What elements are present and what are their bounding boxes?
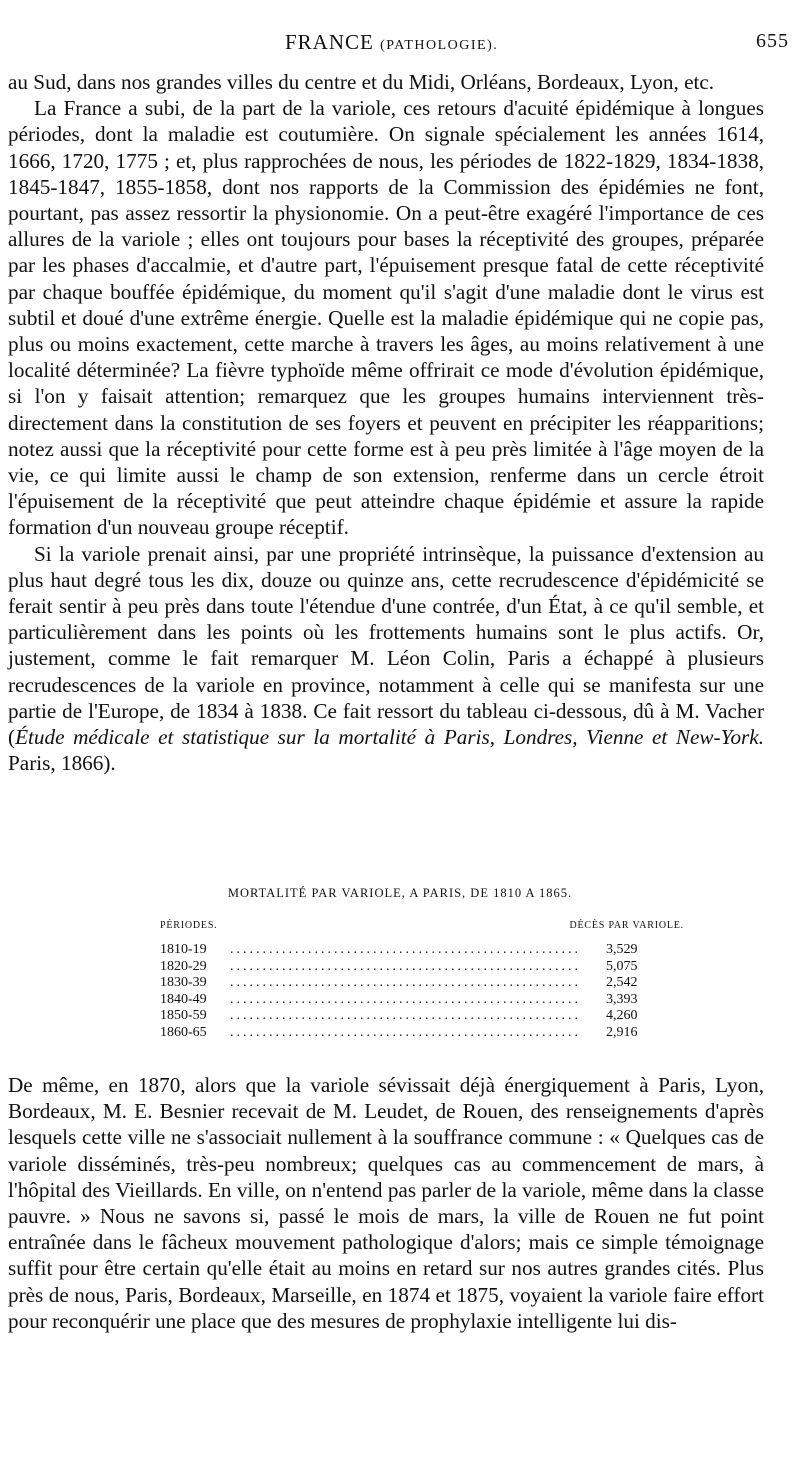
paragraph-continuation: au Sud, dans nos grandes villes du centre et du Midi, Orléans, Bordeaux, Lyon, etc. [8, 70, 715, 94]
table-header [160, 920, 684, 936]
leader-dots: ...................................................... [230, 1008, 581, 1023]
row-deaths: 3,529 [606, 942, 638, 957]
mortality-table [160, 920, 684, 1041]
header-title: FRANCE [285, 30, 374, 54]
row-period: 1860-65 [160, 1024, 207, 1040]
text-block-top [8, 69, 764, 776]
row-period: 1810-19 [160, 942, 207, 957]
text-block-bottom [8, 1072, 764, 1334]
header-subtitle: (PATHOLOGIE). [380, 38, 499, 53]
running-header [0, 30, 800, 60]
row-deaths: 3,393 [606, 991, 638, 1007]
table-title: MORTALITÉ PAR VARIOLE, A PARIS, DE 1810 A 1865. [227, 886, 573, 900]
paragraph-rouen-1870: De même, en 1870, alors que la variole sévissait déjà énergiquement à Paris, Lyon, Bordeaux, M. E. Besnier recevait de M. Leudet, de Rouen, des renseignements d'après lesquels cette ville ne s'associait nullement à la souffrance commune : « Quelques cas de variole disséminés, très-peu nombreux; quelques cas au commencement de mars, à l'hôpital des Vieillards. En ville, on n'entend pas parler de la variole, même dans la classe pauvre. » Nous ne savons si, passé le mois de mars, la ville de Rouen ne fut point entraînée dans le fâcheux mouvement pathologique d'alors; mais ce simple témoignage suffit pour être certain qu'elle était au moins en retard sur nos autres grandes cités. Plus près de nous, Paris, Bordeaux, Marseille, en 1874 et 1875, voyaient la variole faire effort pour reconquérir une place que des mesures de prophylaxie intelligente lui dis- [8, 1073, 764, 1333]
leader-dots: ...................................................... [230, 942, 581, 957]
paragraph-paris-recrudescence [8, 541, 764, 777]
row-period: 1820-29 [160, 958, 207, 974]
table-row [160, 1025, 684, 1042]
citation-title: Étude médicale et statistique sur la mortalité à Paris, Londres, Vienne et New-York. [15, 725, 764, 750]
row-period: 1840-49 [160, 991, 207, 1007]
leader-dots: ...................................................... [230, 1024, 581, 1040]
table-row [160, 942, 684, 959]
table-row [160, 975, 684, 992]
row-deaths: 5,075 [606, 958, 638, 974]
column-header-deaths: DÉCÈS PAR VARIOLE. [569, 920, 684, 931]
table-row [160, 959, 684, 976]
table-body [160, 942, 684, 1041]
column-header-periods: PÉRIODES. [160, 920, 218, 931]
running-title [285, 30, 498, 55]
table-row [160, 992, 684, 1009]
row-period: 1850-59 [160, 1008, 207, 1023]
row-period: 1830-39 [160, 975, 207, 990]
paragraph-variole-periods: La France a subi, de la part de la variole, ces retours d'acuité épidémique à longues périodes, dont la maladie est coutumière. On signale spécialement les années 1614, 1666, 1720, 1775 ; et, plus rapprochées de nous, les périodes de 1822-1829, 1834-1838, 1845-1847, 1855-1858, dont nos rapports de la Commission des épidémies ne font, pourtant, pas assez ressortir la physionomie. On a peut-être exagéré l'importance de ces allures de la variole ; elles ont toujours pour bases la réceptivité des groupes, préparée par les phases d'accalmie, et d'autre part, l'épuisement presque fatal de cette réceptivité par chaque bouffée épidémique, du moment qu'il s'agit d'une maladie dont le virus est subtil et doué d'une extrême énergie. Quelle est la maladie épidémique qui ne copie pas, plus ou moins exactement, cette marche à travers les âges, au moins relativement à une localité déterminée? La fièvre typhoïde même offrirait ce mode d'évolution épidémique, si l'on y faisait attention; remarquez que les groupes humains interviennent très-directement dans la constitution de ses foyers et peuvent en précipiter les réapparitions; notez aussi que la réceptivité pour cette forme est à peu près limitée à l'âge moyen de la vie, ce qui limite aussi le champ de son extension, renferme dans un cercle étroit l'épuisement de la réceptivité que peut atteindre chaque épidémie et assure la rapide formation d'un nouveau groupe réceptif. [8, 96, 764, 540]
row-deaths: 4,260 [606, 1008, 638, 1023]
table-row [160, 1008, 684, 1025]
citation-end: Paris, 1866). [8, 751, 116, 776]
row-deaths: 2,542 [606, 975, 638, 990]
row-deaths: 2,916 [606, 1024, 638, 1040]
page-number: 655 [756, 30, 789, 52]
leader-dots: ...................................................... [230, 958, 581, 974]
leader-dots: ...................................................... [230, 991, 581, 1007]
leader-dots: ...................................................... [230, 975, 581, 990]
paragraph-text: Si la variole prenait ainsi, par une propriété intrinsèque, la puissance d'extension au plus haut degré tous les dix, douze ou quinze ans, cette recrudescence d'épidémicité se ferait sentir à peu près dans toute l'étendue d'une contrée, d'un État, à ce qu'il semble, et particulièrement dans les points où les frottements humains sont le plus actifs. Or, justement, comme le fait remarquer M. Léon Colin, Paris a échappé à plusieurs recrudescences de la variole en province, notamment à celle qui se manifesta sur une partie de l'Europe, de 1834 à 1838. Ce fait ressort du tableau ci-dessous, dû à M. Vacher ( [8, 541, 764, 750]
